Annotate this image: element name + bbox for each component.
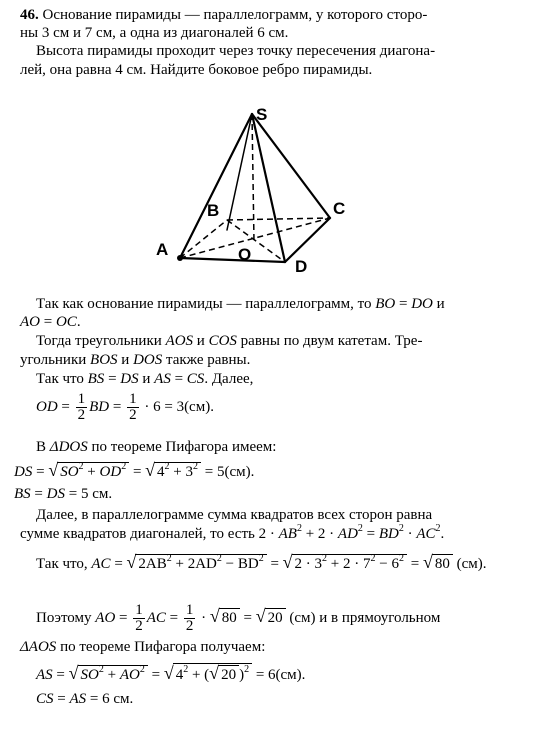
radical: $2AB^2 + 2AD^2 - BD^2$ [135,554,266,573]
fraction-half: $\frac{1}{2}$ [185,602,194,634]
diagonal-AC-hidden [180,218,330,258]
solution-line-8: Далее, в параллелограмме сумма квадратов всех сторон равна [36,507,433,523]
edge-AD [180,258,285,262]
solution-line-4: угольники BOS и DOS также равны. [20,352,251,368]
solution-line-2: AO = OC. [20,314,81,330]
label-A: A [156,240,169,259]
radical: $4^2 + 3^2$ [154,462,201,481]
label-D: D [295,257,308,276]
problem-line-2: ны 3 см и 7 см, а одна из диагоналей 6 см. [20,25,289,41]
fraction-half: $\frac{1}{2}$ [129,391,137,423]
edge-SB [227,114,252,230]
solution-line-5: Так что BS = DS и AS = CS. Далее, [36,371,254,387]
pyramid-figure [150,100,370,280]
formula-AO: Поэтому AO = $\frac{1}{2}$ AC = $\frac{1}{2}$ · √ 80 = √ 20 (см) и в прямоугольном [36,602,441,634]
radical: 80 [432,554,453,573]
radical: 80 [219,608,240,627]
height-SO-hidden [252,114,254,242]
problem-number: 46. [20,7,39,23]
problem-line-4: лей, она равна 4 см. Найдите боковое ребро пирамиды. [20,62,373,78]
solution-line-11: CS = AS = 6 см. [36,691,134,707]
edge-BC-hidden [227,218,330,220]
edge-SA [180,114,252,258]
radical: $2 \cdot 3^2 + 2 \cdot 7^2 - 6^2$ [292,554,407,573]
fraction-half: $\frac{1}{2}$ [135,602,143,634]
formula-DS: DS = √ $SO^2 + OD^2$ = √ $4^2 + 3^2 = 5(см)$. [14,460,255,480]
radical: 20 [265,608,286,627]
radical: $SO^2 + OD^2$ [57,462,129,481]
solution-line-1: Так как основание пирамиды — параллелограмм, то BO = DO и [36,296,445,312]
label-S: S [256,105,268,124]
formula-AC: Так что, AC = √ $2AB^2 + 2AD^2 - BD^2$ = √ $2 \cdot 3^2 + 2 \cdot 7^2 - 6^2$ = √ 80 (см). [36,552,487,572]
formula-OD: OD = $\frac{1}{2}$ BD = $\frac{1}{2}$ · 6 = 3(см). [36,391,214,423]
fraction-half: $\frac{1}{2}$ [77,391,86,423]
formula-AS: AS = √ $SO^2 + AO^2$ = √ $4^2$ + (√ 20 )$^2$ = 6(см). [36,663,306,683]
solution-line-10: ΔAOS по теореме Пифагора получаем: [20,639,266,655]
solution-line-9: сумме квадратов диагоналей, то есть $2 \cdot AB^2 + 2 \cdot AD^2 = BD^2 \cdot AC^2$. [20,523,445,542]
problem-line-1: 46. Основание пирамиды — параллелограмм, у которого сторо- [20,7,428,23]
radical: $4^2$ + (√ 20 )$^2$ [173,663,252,684]
radical: $SO^2 + AO^2$ [78,665,148,684]
solution-line-7: BS = DS = 5 см. [14,486,113,502]
point-A [177,255,183,261]
label-C: C [333,199,346,218]
label-B: B [207,201,220,220]
solution-line-6: В ΔDOS по теореме Пифагора имеем: [36,439,277,455]
problem-line-3: Высота пирамиды проходит через точку пересечения диагона- [36,43,436,59]
solution-line-3: Тогда треугольники AOS и COS равны по двум катетам. Тре- [36,333,423,349]
label-O: O [238,245,252,264]
